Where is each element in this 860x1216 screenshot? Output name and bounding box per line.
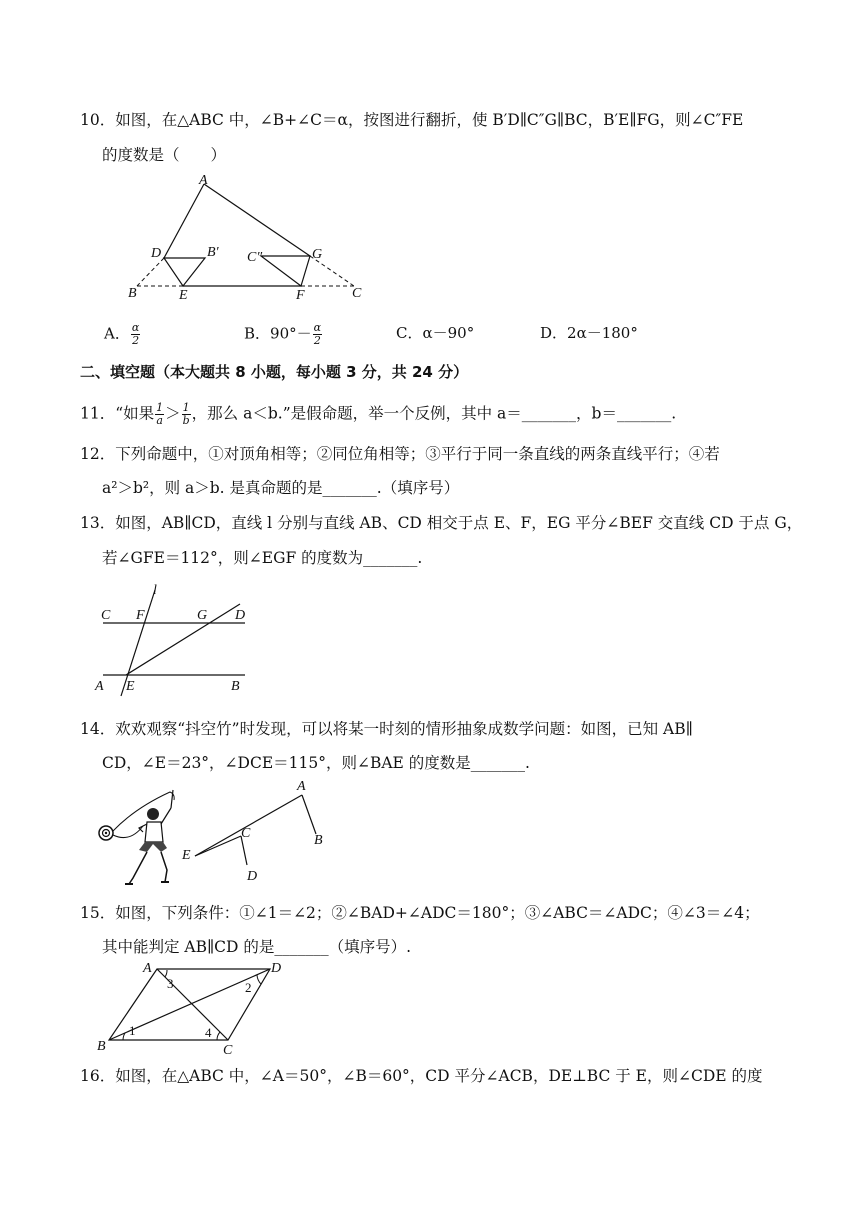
q14-label-c: C [241,826,251,841]
q10-option-b-label: B．90°－ [244,324,312,343]
q10-label-a: A [199,173,208,188]
q10-option-a [104,322,141,347]
q15-label-a: A [143,961,152,976]
q10-label-f: F [296,288,305,303]
q14-label-a: A [297,779,306,794]
q10-label-g: G [312,247,323,262]
q14-text-line1: 14．欢欢观察“抖空竹”时发现，可以将某一时刻的情形抽象成数学问题：如图，已知 AB∥ [80,720,693,738]
q10-option-b-den: 2 [313,334,321,347]
diabolo-player-illustration [99,790,174,884]
q15-angle-2-arc [257,975,261,984]
q13-label-a: A [95,679,104,694]
q10-triangle-cgf [261,256,310,286]
q16-text-line1: 16．如图，在△ABC 中，∠A＝50°，∠B＝60°，CD 平分∠ACB，DE⊥BC 于 E，则∠CDE 的度 [80,1067,763,1085]
q11-suffix: ，那么 a＜b.”是假命题，举一个反例，其中 a＝_______，b＝_______. [191,404,677,423]
q10-figure [125,172,375,304]
q10-option-b-num: α [313,321,322,334]
q13-text-line1: 13．如图，AB∥CD，直线 l 分别与直线 AB、CD 相交于点 E、F，EG 平分∠BEF 交直线 CD 于点 G， [80,514,803,532]
q10-label-cdoubleprime: C″ [247,250,263,265]
q15-label-d: D [271,961,282,976]
q10-label-e: E [179,288,188,303]
q11-fraction-2 [182,402,191,427]
q13-label-l: l [153,583,157,598]
q15-text-line2: 其中能判定 AB∥CD 的是_______（填序号）. [102,938,412,956]
q10-option-a-fraction [131,322,140,347]
q10-label-bprime: B′ [207,245,219,260]
q11-num2: 1 [182,401,190,414]
q10-side-ad [164,184,204,258]
q14-text-line2: CD，∠E＝23°，∠DCE＝115°，则∠BAE 的度数是_______. [102,754,530,772]
q15-label-2: 2 [245,980,252,995]
q13-figure [93,582,258,698]
q14-label-d: D [247,869,258,884]
q10-triangle-dbe [164,258,205,286]
q12-text-line2: a²＞b²，则 a＞b. 是真命题的是_______.（填序号） [102,479,460,497]
q14-label-b: B [314,833,323,848]
q11-prefix: 11．“如果 [80,404,155,423]
q15-label-1: 1 [129,1023,136,1038]
q10-option-a-den: 2 [132,334,140,347]
q14-label-e: E [182,848,191,863]
q10-option-b [244,322,323,347]
q14-segment-ab [302,795,316,834]
q10-label-c: C [352,286,362,301]
q10-text-line1: 10．如图，在△ABC 中，∠B+∠C＝α，按图进行翻折，使 B′D∥C″G∥BC，B′E∥FG，则∠C″FE [80,111,744,129]
q11-fraction-1 [155,402,164,427]
q15-angle-4-arc [217,1032,220,1040]
q13-text-line2: 若∠GFE＝112°，则∠EGF 的度数为_______. [102,549,423,567]
q10-option-a-num: α [131,321,140,334]
q11-text [80,402,676,427]
q10-option-b-fraction [313,322,322,347]
q13-label-g: G [197,608,208,623]
q15-label-b: B [97,1039,106,1054]
q15-text-line1: 15．如图，下列条件：①∠1＝∠2；②∠BAD+∠ADC＝180°；③∠ABC＝∠ADC；④∠3＝∠4； [80,904,760,922]
q11-gt: ＞ [165,404,181,423]
q11-den2: b [182,414,190,427]
q13-label-b: B [231,679,240,694]
q10-dash-db [137,258,164,286]
q12-text-line1: 12．下列命题中，①对顶角相等；②同位角相等；③平行于同一条直线的两条直线平行；④若 [80,445,720,463]
q13-label-e: E [126,679,135,694]
q15-label-4: 4 [205,1025,212,1040]
q10-label-b: B [128,286,137,301]
q10-side-ag [204,184,310,256]
q11-num1: 1 [156,401,164,414]
q14-segment-ec [195,836,241,856]
q10-label-d: D [151,246,162,261]
q10-option-a-label: A． [104,324,130,343]
q15-label-3: 3 [167,976,174,991]
q10-option-d: D．2α－180° [540,324,638,342]
q13-label-c: C [101,608,111,623]
q13-label-f: F [136,608,145,623]
q15-label-c: C [223,1043,233,1055]
q11-den1: a [156,414,163,427]
q15-figure [95,960,295,1055]
q10-option-c: C．α－90° [396,324,475,342]
q14-figure [95,778,335,890]
section2-heading: 二、填空题（本大题共 8 小题，每小题 3 分，共 24 分） [80,363,469,381]
q10-text-line2: 的度数是（ ） [102,146,227,164]
q13-label-d: D [235,608,246,623]
